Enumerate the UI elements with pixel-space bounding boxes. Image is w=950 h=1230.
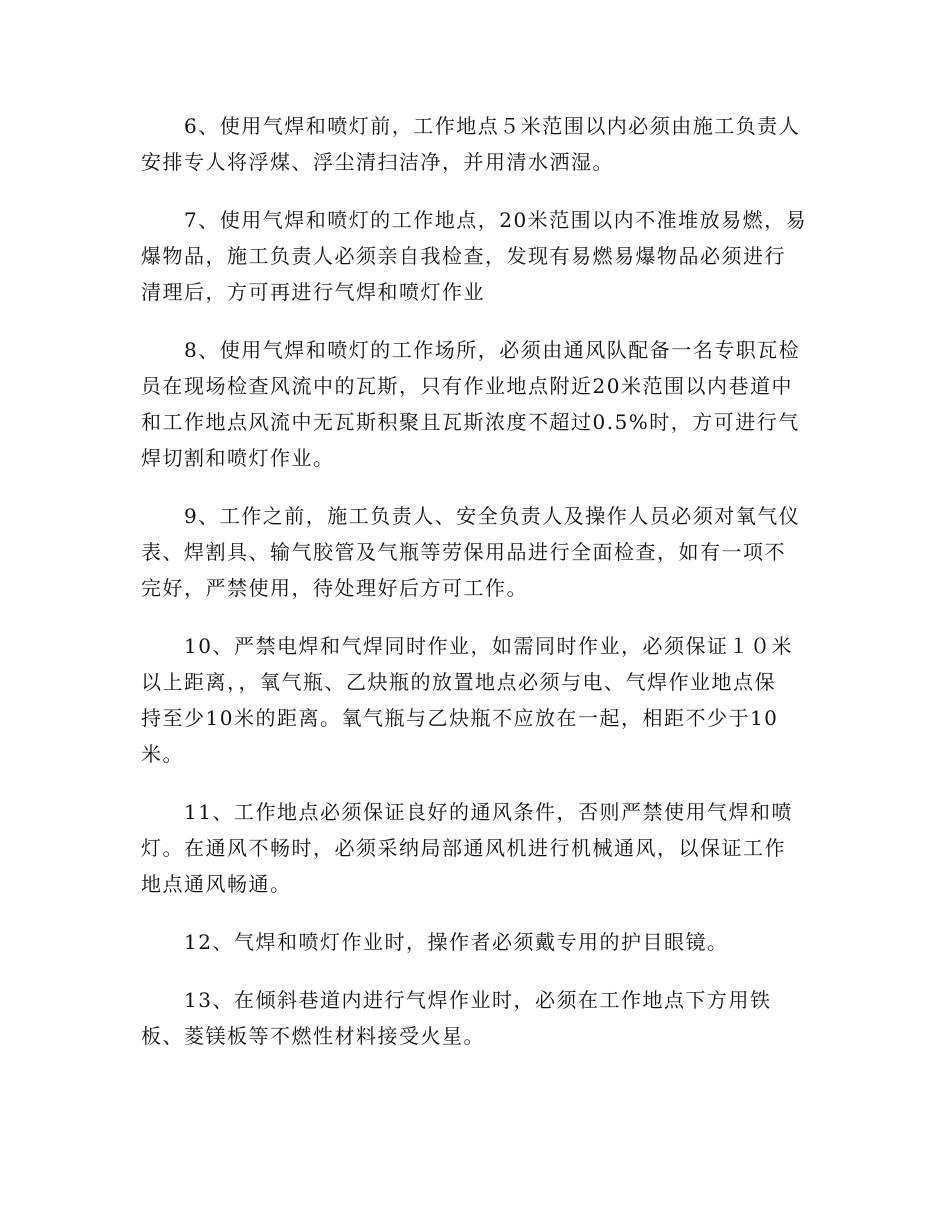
paragraph-line: 员在现场检查风流中的瓦斯，只有作业地点附近20米范围以内巷道中: [141, 374, 793, 398]
paragraph-line: 焊切割和喷灯作业。: [141, 446, 335, 470]
paragraph-line: 11、工作地点必须保证良好的通风条件，否则严禁使用气焊和喷: [184, 800, 793, 824]
paragraph-7: [141, 202, 811, 310]
paragraph-line: 13、在倾斜巷道内进行气焊作业时，必须在工作地点下方用铁: [184, 988, 772, 1012]
paragraph-line: 表、焊割具、输气胶管及气瓶等劳保用品进行全面检查，如有一项不: [141, 540, 786, 564]
paragraph-line: 安排专人将浮煤、浮尘清扫洁净，并用清水洒湿。: [141, 150, 614, 174]
paragraph-line: 清理后，方可再进行气焊和喷灯作业: [141, 280, 485, 304]
paragraph-line: 6、使用气焊和喷灯前，工作地点５米范围以内必须由施工负责人: [184, 114, 801, 138]
paragraph-9: [141, 498, 811, 606]
paragraph-line: 7、使用气焊和喷灯的工作地点，20米范围以内不准堆放易燃，易: [184, 208, 808, 232]
paragraph-line: 完好，严禁使用，待处理好后方可工作。: [141, 576, 528, 600]
paragraph-line: 和工作地点风流中无瓦斯积聚且瓦斯浓度不超过0.5%时，方可进行气: [141, 410, 800, 434]
document-body: [141, 108, 811, 1076]
paragraph-line: 以上距离，，氧气瓶、乙炔瓶的放置地点必须与电、气焊作业地点保: [141, 670, 776, 694]
paragraph-line: 12、气焊和喷灯作业时，操作者必须戴专用的护目眼镜。: [184, 930, 729, 954]
paragraph-13: [141, 982, 811, 1054]
paragraph-8: [141, 332, 811, 476]
paragraph-10: [141, 628, 811, 772]
paragraph-line: 爆物品，施工负责人必须亲自我检查，发现有易燃易爆物品必须进行: [141, 244, 786, 268]
paragraph-line: 持至少10米的距离。氧气瓶与乙炔瓶不应放在一起，相距不少于10: [141, 706, 779, 730]
paragraph-line: 灯。在通风不畅时，必须采纳局部通风机进行机械通风，以保证工作: [141, 836, 786, 860]
paragraph-line: 9、工作之前，施工负责人、安全负责人及操作人员必须对氧气仪: [184, 504, 801, 528]
paragraph-11: [141, 794, 811, 902]
paragraph-line: 8、使用气焊和喷灯的工作场所，必须由通风队配备一名专职瓦检: [184, 338, 801, 362]
paragraph-6: [141, 108, 811, 180]
paragraph-line: 板、菱镁板等不燃性材料接受火星。: [141, 1024, 485, 1048]
paragraph-line: 地点通风畅通。: [141, 872, 292, 896]
paragraph-line: 10、严禁电焊和气焊同时作业，如需同时作业，必须保证１０米: [184, 634, 793, 658]
paragraph-line: 米。: [141, 742, 184, 766]
paragraph-12: [141, 924, 811, 960]
